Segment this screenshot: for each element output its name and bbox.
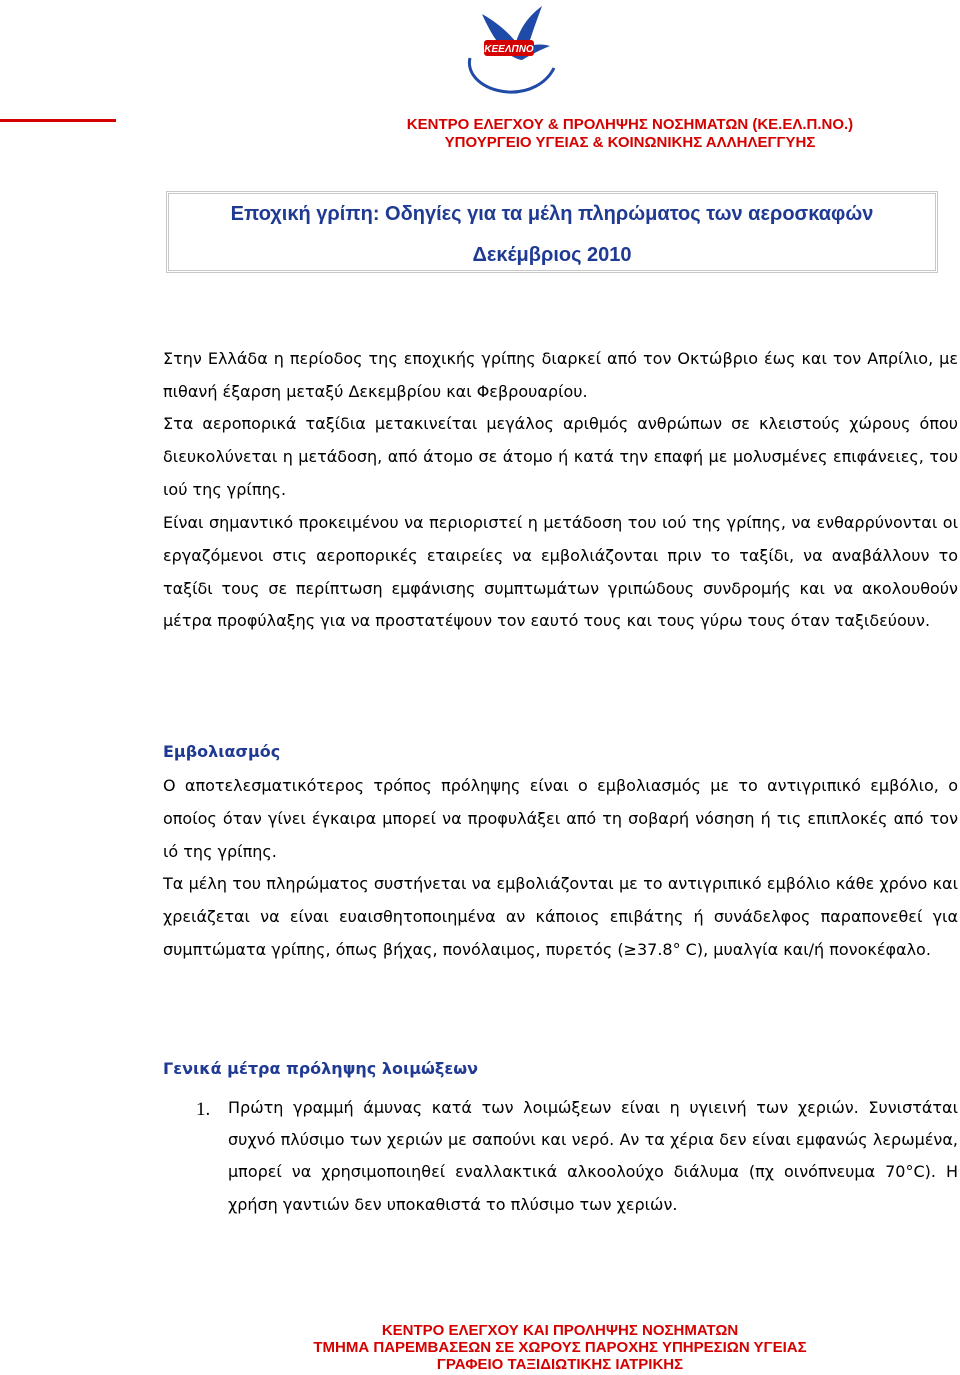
header-ministry: ΥΠΟΥΡΓΕΙΟ ΥΓΕΙΑΣ & ΚΟΙΝΩΝΙΚΗΣ ΑΛΛΗΛΕΓΓΥΗΣ [444, 134, 816, 151]
footer-department: ΤΜΗΜΑ ΠΑΡΕΜΒΑΣΕΩΝ ΣΕ ΧΩΡΟΥΣ ΠΑΡΟΧΗΣ ΥΠΗΡΕΣΙΩΝ ΥΓΕΙΑΣ [313, 1339, 807, 1356]
intro-paragraph-3: Είναι σημαντικό προκειμένου να περιοριστεί η μετάδοση του ιού της γρίπης, να ενθαρρύνονται οι εργαζόμενοι στις αεροπορικές εταιρείες να εμβολιάζονται πριν το ταξίδι, να αναβάλλουν το ταξίδι τους σε περίπτωση εμφάνισης συμπτωμάτων γριπώδους συνδρομής και να ακολουθούν μέτρα προφύλαξης για να προστατέψουν τον εαυτό τους και τους γύρω τους όταν ταξιδεύουν. [163, 513, 958, 631]
keelpno-logo [462, 0, 556, 96]
footer-office: ΓΡΑΦΕΙΟ ΤΑΞΙΔΙΩΤΙΚΗΣ ΙΑΤΡΙΚΗΣ [436, 1356, 684, 1373]
title-box [166, 191, 938, 273]
logo-text: ΚΕΕΛΠΝΟ [484, 44, 534, 55]
intro-paragraph-2: Στα αεροπορικά ταξίδια μετακινείται μεγάλος αριθμός ανθρώπων σε κλειστούς χώρους όπου διευκολύνεται η μετάδοση, από άτομο σε άτομο ή κατά την επαφή με μολυσμένες επιφάνειες, του ιού της γρίπης. [163, 414, 958, 499]
list-item-text: Πρώτη γραμμή άμυνας κατά των λοιμώξεων είναι η υγιεινή των χεριών. Συνιστάται συχνό πλύσιμο των χεριών με σαπούνι και νερό. Αν τα χέρια δεν είναι εμφανώς λερωμένα, μπορεί να χρησιμοποιηθεί εναλλακτικά αλκοολούχο διάλυμα (πχ οινόπνευμα 70°C). Η χρήση γαντιών δεν υποκαθιστά το πλύσιμο των χεριών. [228, 1098, 958, 1214]
vaccination-paragraph-2: Τα μέλη του πληρώματος συστήνεται να εμβολιάζονται με το αντιγριπικό εμβόλιο κάθε χρόνο και χρειάζεται να είναι ευαισθητοποιημένα αν κάποιος επιβάτης ή συνάδελφος παραπονεθεί για συμπτώματα γρίπης, όπως βήχας, πονόλαιμος, πυρετός (≥37.8° C), μυαλγία και/ή πονοκέφαλο. [163, 874, 958, 959]
vaccination-heading: Εμβολιασμός [163, 742, 281, 761]
document-title: Εποχική γρίπη: Οδηγίες για τα μέλη πληρώματος των αεροσκαφών [230, 203, 874, 225]
list-item-number: 1. [196, 1099, 211, 1120]
header-rule [0, 119, 116, 122]
vaccination-paragraph-1: Ο αποτελεσματικότερος τρόπος πρόληψης είναι ο εμβολιασμός με το αντιγριπικό εμβόλιο, ο οποίος όταν γίνει έγκαιρα μπορεί να προφυλάξει από τη σοβαρή νόσηση ή τις επιπλοκές από τον ιό της γρίπης. [163, 776, 958, 861]
footer-org-name: ΚΕΝΤΡΟ ΕΛΕΓΧΟΥ ΚΑΙ ΠΡΟΛΗΨΗΣ ΝΟΣΗΜΑΤΩΝ [381, 1322, 739, 1339]
general-measures-heading: Γενικά μέτρα πρόληψης λοιμώξεων [163, 1059, 479, 1078]
intro-paragraph-1: Στην Ελλάδα η περίοδος της εποχικής γρίπης διαρκεί από τον Οκτώβριο έως και τον Απρίλιο, με πιθανή έξαρση μεταξύ Δεκεμβρίου και Φεβρουαρίου. [163, 349, 958, 401]
document-date: Δεκέμβριος 2010 [472, 244, 632, 266]
header-org-name: ΚΕΝΤΡΟ ΕΛΕΓΧΟΥ & ΠΡΟΛΗΨΗΣ ΝΟΣΗΜΑΤΩΝ (ΚΕ.ΕΛ.Π.ΝΟ.) [406, 116, 854, 133]
